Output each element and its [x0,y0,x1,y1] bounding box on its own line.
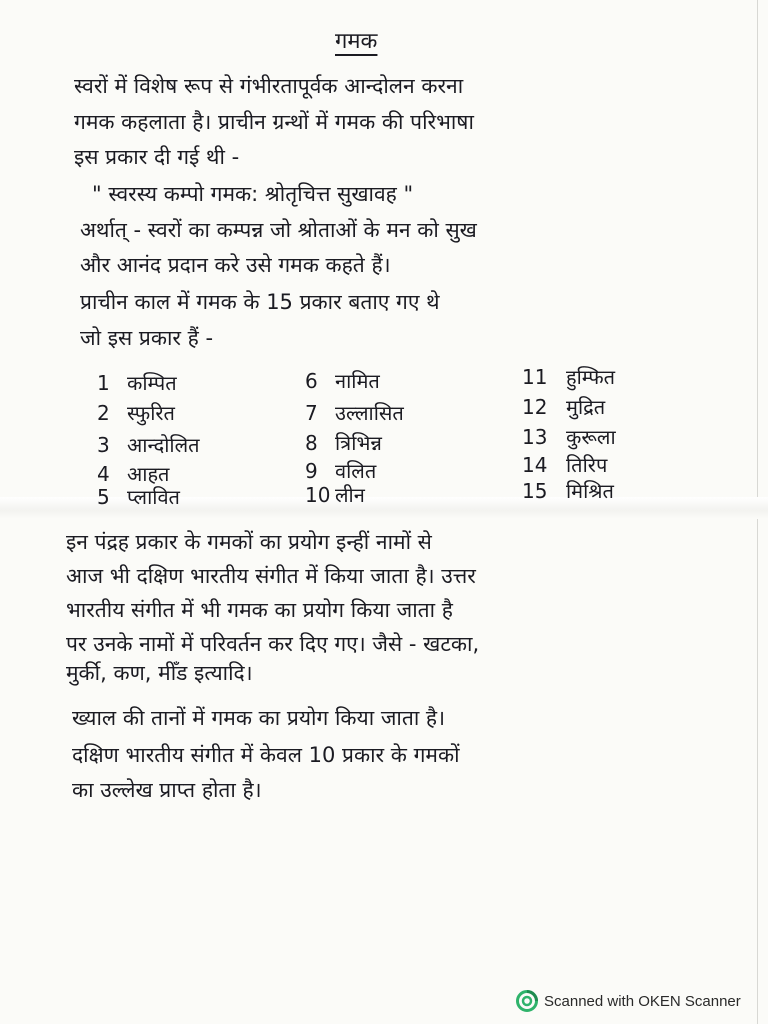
list-item: 2 स्फुरित [97,401,175,425]
oken-scanner-logo-icon [516,990,538,1012]
list-item: 1 कम्पित [97,371,177,395]
paragraph-line: ख्याल की तानों में गमक का प्रयोग किया जाता है। [72,706,446,730]
scanner-watermark [516,988,741,1014]
intro-line: जो इस प्रकार हैं - [80,326,214,350]
list-item: 9 वलित [305,459,377,483]
intro-line: प्राचीन काल में गमक के 15 प्रकार बताए गए थे [80,290,440,314]
paragraph-line: भारतीय संगीत में भी गमक का प्रयोग किया जाता है [66,598,453,622]
explanation-line: और आनंद प्रदान करे उसे गमक कहते हैं। [80,253,391,277]
list-item: 14 तिरिप [522,453,608,477]
paragraph-line: आज भी दक्षिण भारतीय संगीत में किया जाता है। उत्तर [66,564,476,588]
page-title: गमक [335,29,378,54]
list-item: 15 मिश्रित [522,479,614,503]
list-item: 12 मुद्रित [522,395,606,419]
scanner-watermark-text: Scanned with OKEN Scanner [544,992,741,1010]
list-item: 4 आहत [97,462,170,486]
paragraph-line: इस प्रकार दी गई थी - [74,145,240,169]
list-item: 8 त्रिभिन्न [305,431,382,455]
list-item: 7 उल्लासित [305,401,404,425]
paragraph-line: का उल्लेख प्राप्त होता है। [72,778,262,802]
list-item: 6 नामित [305,369,380,393]
paragraph-line: स्वरों में विशेष रूप से गंभीरतापूर्वक आन्दोलन करना [74,74,464,98]
sanskrit-quote: " स्वरस्य कम्पो गमक: श्रोतृचित्त सुखावह " [92,182,414,206]
paragraph-line: गमक कहलाता है। प्राचीन ग्रन्थों में गमक की परिभाषा [74,110,474,134]
paragraph-line: पर उनके नामों में परिवर्तन कर दिए गए। जैसे - खटका, [66,632,480,656]
list-item: 10 लीन [305,483,365,507]
paragraph-line: दक्षिण भारतीय संगीत में केवल 10 प्रकार के गमकों [72,743,460,767]
list-item: 11 हुम्फित [522,365,616,389]
list-item: 13 कुरूला [522,425,616,449]
list-item: 3 आन्दोलित [97,433,200,457]
explanation-line: अर्थात् - स्वरों का कम्पन्न जो श्रोताओं के मन को सुख [80,218,477,242]
list-item: 5 प्लावित [97,485,180,509]
paragraph-line: मुर्की, कण, मीँड इत्यादि। [66,661,253,685]
paragraph-line: इन पंद्रह प्रकार के गमकों का प्रयोग इन्हीं नामों से [66,530,432,554]
